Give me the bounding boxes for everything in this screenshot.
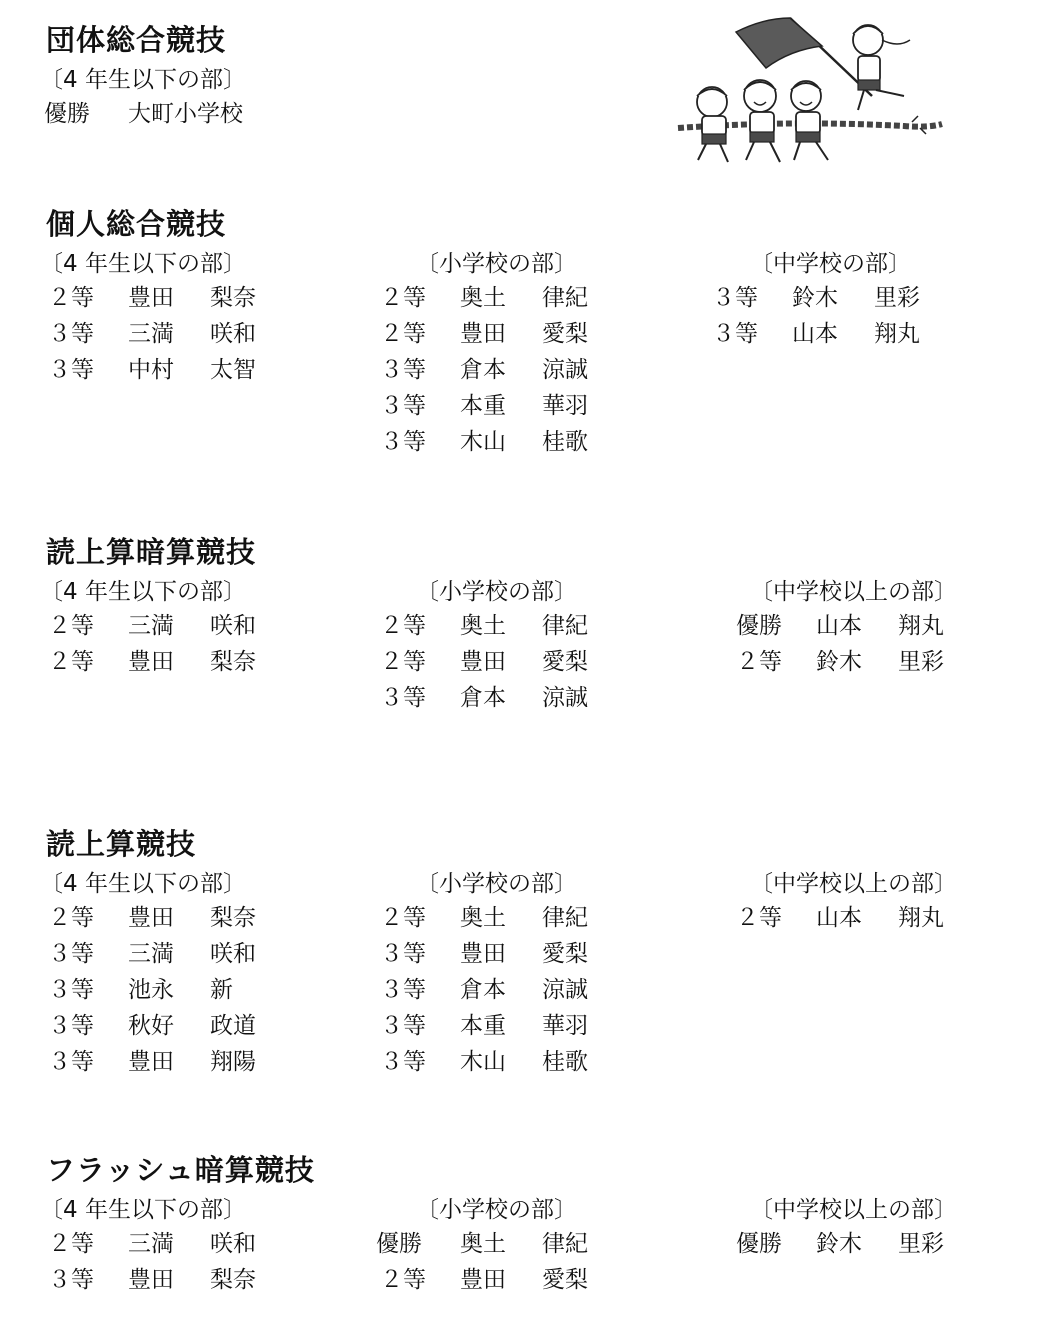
family-name: 倉本	[460, 357, 506, 383]
given-name: 翔陽	[210, 1049, 256, 1075]
illustration-svg	[672, 10, 952, 178]
rank: ３等	[380, 977, 426, 1003]
given-name: 華羽	[542, 1013, 588, 1039]
rank: ２等	[380, 649, 426, 675]
division-label: 〔小学校の部〕	[416, 1197, 577, 1223]
family-name: 奥土	[460, 285, 506, 311]
family-name: 豊田	[128, 905, 174, 931]
rank: 優勝	[376, 1231, 422, 1257]
family-name: 山本	[792, 321, 838, 347]
division-label: 〔中学校以上の部〕	[750, 871, 957, 897]
given-name: 律紀	[542, 1231, 588, 1257]
section-title: 個人総合競技	[46, 207, 227, 241]
rank: 優勝	[44, 101, 90, 127]
family-name: 豊田	[128, 649, 174, 675]
family-name: 中村	[128, 357, 174, 383]
given-name: 新	[210, 977, 233, 1003]
rank: ２等	[736, 649, 782, 675]
family-name: 池永	[128, 977, 174, 1003]
result-row	[726, 608, 957, 644]
family-name: 木山	[460, 1049, 506, 1075]
division-label: 〔中学校以上の部〕	[750, 579, 957, 605]
rank: ２等	[380, 1267, 426, 1293]
result-row	[372, 1008, 588, 1044]
family-name: 豊田	[460, 649, 506, 675]
given-name: 律紀	[542, 613, 588, 639]
result-row	[372, 644, 588, 680]
result-row	[372, 1262, 588, 1298]
family-name: 豊田	[460, 321, 506, 347]
result-row	[40, 1226, 256, 1262]
family-name: 山本	[816, 905, 862, 931]
section-title: 読上算暗算競技	[46, 535, 257, 569]
given-name: 愛梨	[542, 1267, 588, 1293]
rank: 優勝	[736, 1231, 782, 1257]
rank: ２等	[736, 905, 782, 931]
family-name: 三満	[128, 941, 174, 967]
family-name: 豊田	[128, 285, 174, 311]
family-name: 本重	[460, 393, 506, 419]
result-row	[372, 316, 588, 352]
result-row	[704, 316, 920, 352]
result-row	[726, 644, 957, 680]
division-column	[704, 248, 920, 352]
rank: 優勝	[736, 613, 782, 639]
result-row	[40, 936, 256, 972]
family-name: 倉本	[460, 685, 506, 711]
given-name: 梨奈	[210, 649, 256, 675]
result-row	[372, 1226, 588, 1262]
result-row	[372, 280, 588, 316]
family-name: 奥土	[460, 905, 506, 931]
result-row	[372, 936, 588, 972]
team-result	[40, 96, 246, 132]
division-4th-grade-and-below	[40, 64, 246, 132]
given-name: 華羽	[542, 393, 588, 419]
given-name: 咲和	[210, 941, 256, 967]
family-name: 豊田	[128, 1049, 174, 1075]
division-label: 〔中学校以上の部〕	[750, 1197, 957, 1223]
rank: ３等	[380, 357, 426, 383]
division-label: 〔小学校の部〕	[416, 251, 577, 277]
division-label: 〔小学校の部〕	[416, 579, 577, 605]
result-row	[726, 900, 957, 936]
given-name: 咲和	[210, 1231, 256, 1257]
family-name: 三満	[128, 1231, 174, 1257]
rank: ３等	[712, 285, 758, 311]
rank: ３等	[380, 941, 426, 967]
rank: ３等	[380, 429, 426, 455]
division-column	[372, 868, 588, 1080]
result-row	[40, 900, 256, 936]
family-name: 本重	[460, 1013, 506, 1039]
rank: ３等	[380, 1013, 426, 1039]
given-name: 翔丸	[874, 321, 920, 347]
rank: ２等	[48, 649, 94, 675]
given-name: 政道	[210, 1013, 256, 1039]
section-title: 読上算競技	[46, 827, 197, 861]
family-name: 鈴木	[792, 285, 838, 311]
school-name: 大町小学校	[128, 101, 243, 127]
given-name: 翔丸	[898, 905, 944, 931]
section-title: 団体総合競技	[46, 23, 227, 57]
family-name: 鈴木	[816, 649, 862, 675]
division-column	[40, 868, 256, 1080]
family-name: 三満	[128, 321, 174, 347]
division-label: 〔4 年生以下の部〕	[40, 67, 246, 93]
division-label: 〔4 年生以下の部〕	[40, 251, 246, 277]
division-column	[372, 248, 588, 460]
family-name: 豊田	[128, 1267, 174, 1293]
rank: ２等	[380, 905, 426, 931]
rank: ３等	[48, 1013, 94, 1039]
division-column	[40, 248, 256, 388]
rank: ３等	[48, 1049, 94, 1075]
given-name: 桂歌	[542, 429, 588, 455]
family-name: 倉本	[460, 977, 506, 1003]
result-row	[40, 352, 256, 388]
rank: ２等	[48, 285, 94, 311]
result-row	[372, 388, 588, 424]
result-row	[372, 900, 588, 936]
division-label: 〔4 年生以下の部〕	[40, 1197, 246, 1223]
result-row	[40, 316, 256, 352]
division-label: 〔4 年生以下の部〕	[40, 579, 246, 605]
rank: ２等	[48, 1231, 94, 1257]
rank: ２等	[48, 613, 94, 639]
result-row	[372, 1044, 588, 1080]
family-name: 奥土	[460, 1231, 506, 1257]
given-name: 愛梨	[542, 321, 588, 347]
family-name: 奥土	[460, 613, 506, 639]
family-name: 鈴木	[816, 1231, 862, 1257]
result-row	[40, 1044, 256, 1080]
result-row	[40, 644, 256, 680]
given-name: 涼誠	[542, 357, 588, 383]
rank: ３等	[48, 321, 94, 347]
given-name: 里彩	[898, 649, 944, 675]
given-name: 里彩	[898, 1231, 944, 1257]
result-row	[40, 608, 256, 644]
result-row	[372, 680, 588, 716]
given-name: 翔丸	[898, 613, 944, 639]
result-row	[40, 280, 256, 316]
result-row	[372, 424, 588, 460]
family-name: 豊田	[460, 1267, 506, 1293]
given-name: 律紀	[542, 285, 588, 311]
result-row	[40, 1008, 256, 1044]
rank: ３等	[380, 685, 426, 711]
family-name: 山本	[816, 613, 862, 639]
division-column	[40, 1194, 256, 1298]
tug-of-war-children-illustration	[672, 10, 952, 178]
rank: ２等	[380, 321, 426, 347]
division-label: 〔4 年生以下の部〕	[40, 871, 246, 897]
division-column	[726, 1194, 957, 1262]
family-name: 豊田	[460, 941, 506, 967]
given-name: 里彩	[874, 285, 920, 311]
division-column	[726, 576, 957, 680]
given-name: 愛梨	[542, 649, 588, 675]
division-label: 〔中学校の部〕	[750, 251, 911, 277]
result-row	[40, 1262, 256, 1298]
given-name: 咲和	[210, 613, 256, 639]
family-name: 木山	[460, 429, 506, 455]
division-column	[372, 1194, 588, 1298]
rank: ３等	[380, 393, 426, 419]
result-row	[40, 972, 256, 1008]
given-name: 涼誠	[542, 977, 588, 1003]
division-column	[726, 868, 957, 936]
given-name: 涼誠	[542, 685, 588, 711]
rank: ３等	[380, 1049, 426, 1075]
rank: ２等	[380, 285, 426, 311]
given-name: 梨奈	[210, 285, 256, 311]
given-name: 桂歌	[542, 1049, 588, 1075]
result-row	[372, 608, 588, 644]
given-name: 梨奈	[210, 905, 256, 931]
division-column	[372, 576, 588, 716]
rank: ３等	[48, 941, 94, 967]
result-row	[372, 352, 588, 388]
family-name: 秋好	[128, 1013, 174, 1039]
rank: ３等	[48, 977, 94, 1003]
rank: ３等	[712, 321, 758, 347]
given-name: 咲和	[210, 321, 256, 347]
division-column	[40, 576, 256, 680]
given-name: 律紀	[542, 905, 588, 931]
rank: ２等	[48, 905, 94, 931]
given-name: 梨奈	[210, 1267, 256, 1293]
family-name: 三満	[128, 613, 174, 639]
given-name: 愛梨	[542, 941, 588, 967]
rank: ３等	[48, 1267, 94, 1293]
rank: ３等	[48, 357, 94, 383]
section-title: フラッシュ暗算競技	[46, 1153, 315, 1187]
given-name: 太智	[210, 357, 256, 383]
result-row	[704, 280, 920, 316]
division-label: 〔小学校の部〕	[416, 871, 577, 897]
result-row	[372, 972, 588, 1008]
rank: ２等	[380, 613, 426, 639]
result-row	[726, 1226, 957, 1262]
